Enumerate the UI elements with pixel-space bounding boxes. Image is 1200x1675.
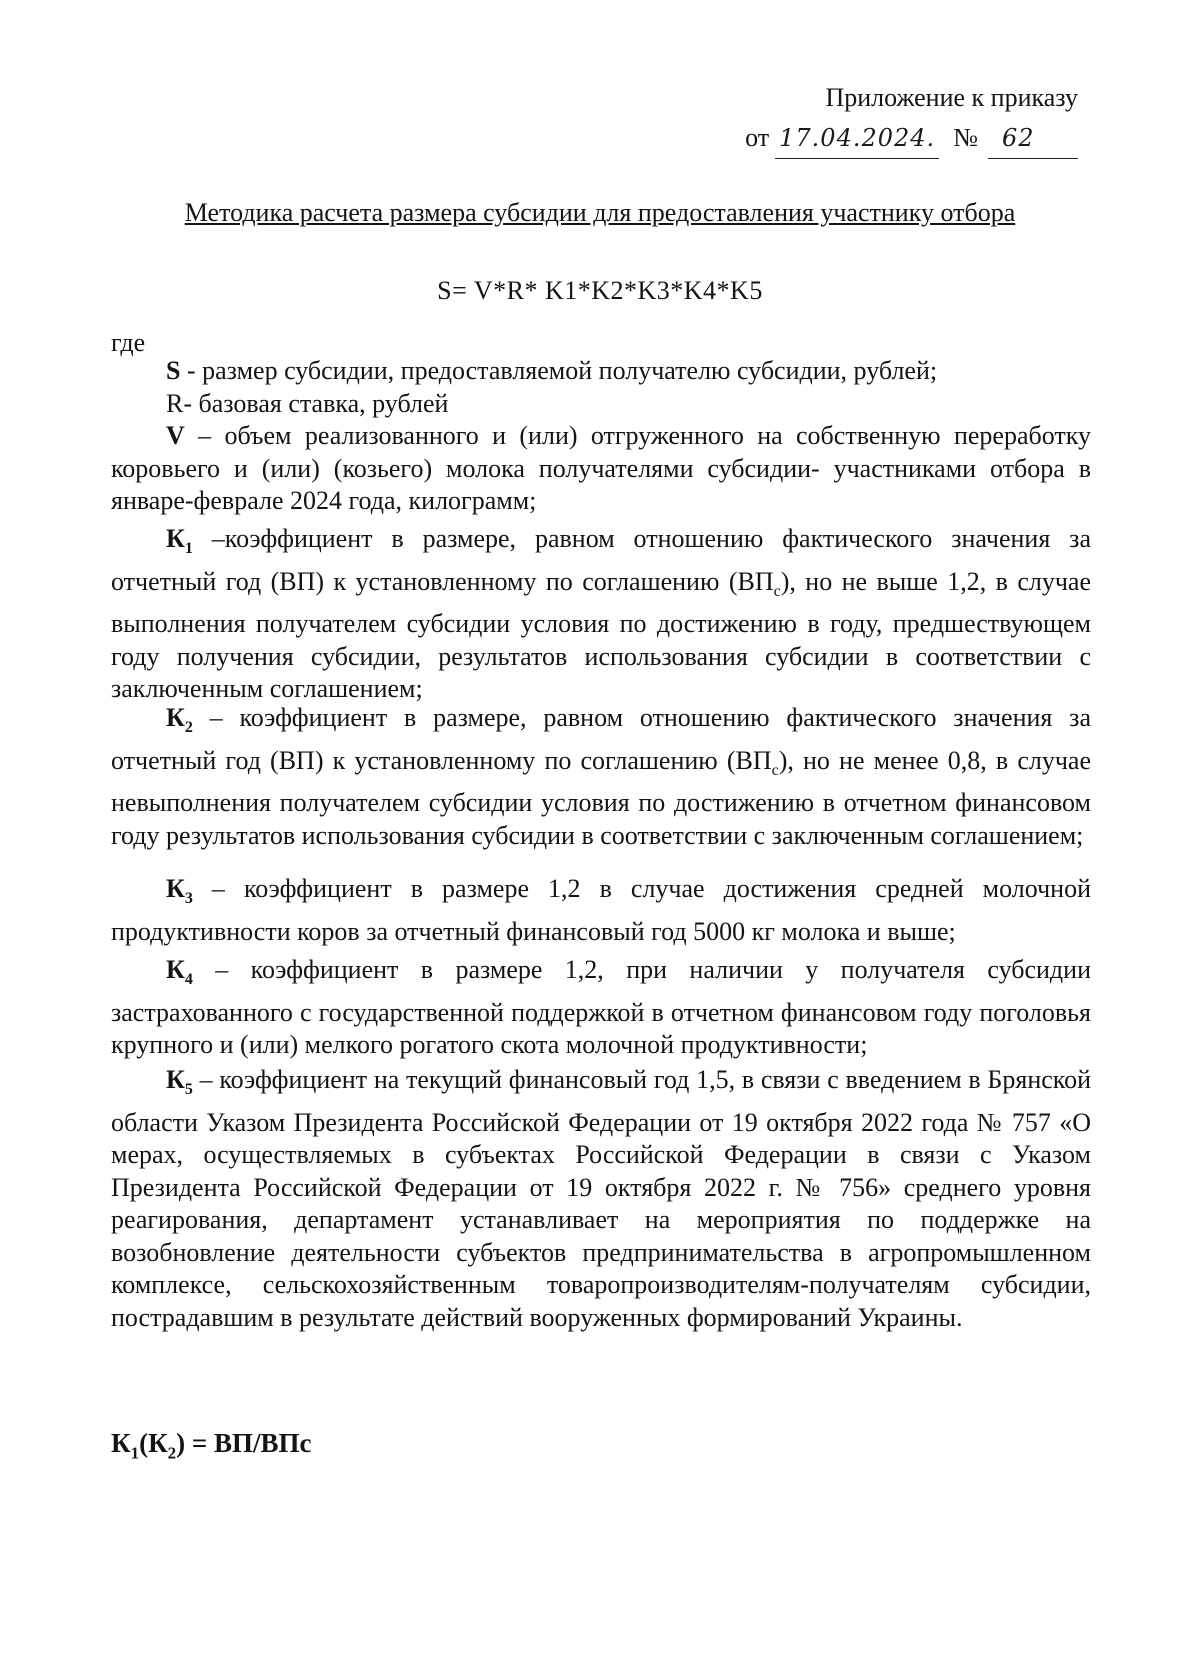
coefficient-k3 [111,873,1091,948]
k3-text: – коэффициент в размере 1,2 в случае достижения средней молочной продуктивности коров за отчетный финансовый год 5000 кг молока и выше; [111,874,1091,946]
order-number-handwritten: 62 [1002,124,1035,152]
term-k3: $К_3$ [166,874,193,908]
k1-k2-formula: $К_1(К_2) = ВП/ВПс$ [111,1428,312,1463]
term-r: R [166,388,184,418]
order-reference [745,118,1078,159]
definition-v [111,420,1091,518]
k2-text: – коэффициент в размере, равном отношению фактического значения за отчетный год (ВП) к установленному по соглашению $(ВП_c)$, но не менее 0,8, в случае невыполнения получателем субсидии условия по достижению в отчетном финансовом году результатов использования субсидии в соответствии с заключенным соглашением; [111,703,1091,850]
definition-v-text: – объем реализованного и (или) отгруженного на собственную переработку коровьего и (или) (козьего) молока получателями субсидии- участниками отбора в январе-феврале 2024 года, килограмм; [111,421,1091,515]
appendix-header [745,78,1078,159]
main-formula: S= V*R* K1*K2*K3*K4*K5 [437,276,763,305]
k4-text: – коэффициент в размере 1,2, при наличии у получателя субсидии застрахованного с государственной поддержкой в отчетном финансовом году поголовья крупного и (или) мелкого рогатого скота молочной продуктивности; [111,955,1091,1060]
definition-r-text: - базовая ставка, рублей [183,388,449,418]
definitions-block [111,355,1091,518]
k1-text: –коэффициент в размере, равном отношению фактического значения за отчетный год (ВП) к установленному по соглашению $(ВП_c)$, но не выше 1,2, в случае выполнения получателем субсидии условия по достижению в году, предшествующем году получения субсидии, результатов использования субсидии в соответствии с заключенным соглашением; [111,524,1092,704]
from-label: от [745,123,770,152]
term-k2: $К_2$ [166,703,193,737]
order-number-field [988,118,1078,159]
term-k4: $К_4$ [166,955,193,989]
term-k1: $К_1$ [166,524,193,558]
coefficient-k5 [111,1064,1091,1334]
term-k5: $К_5$ [166,1065,193,1099]
definition-r [111,388,1091,421]
coefficient-k2 [111,702,1091,852]
term-v: V [166,421,185,450]
k5-text: – коэффициент на текущий финансовый год 1,5, в связи с введением в Брянской области Указом Президента Российской Федерации от 19 октября 2022 года № 757 «О мерах, осуществляемых в субъектах Российской Федерации в связи с Указом Президента Российской Федерации от 19 октября 2022 г. № 756» среднего уровня реагирования, департамент устанавливает на мероприятия по поддержке на возобновление деятельности субъектов предпринимательства в агропромышленном комплексе, сельскохозяйственным товаропроизводителям-получателям субсидии, пострадавшим в результате действий вооруженных формирований Украины. [111,1065,1091,1332]
order-date-handwritten: 17.04.2024. [779,124,936,152]
coefficient-k4 [111,954,1091,1062]
coefficient-k1 [111,523,1091,706]
order-date-field [775,118,939,159]
number-label: № [953,123,978,152]
appendix-label: Приложение к приказу [825,83,1078,112]
definition-s-text: - размер субсидии, предоставляемой получателю субсидии, рублей; [180,356,938,385]
document-title: Методика расчета размера субсидии для предоставления участнику отбора [184,198,1016,227]
term-s: S [166,356,181,385]
definition-s [111,355,1091,388]
where-label: где [111,328,146,357]
